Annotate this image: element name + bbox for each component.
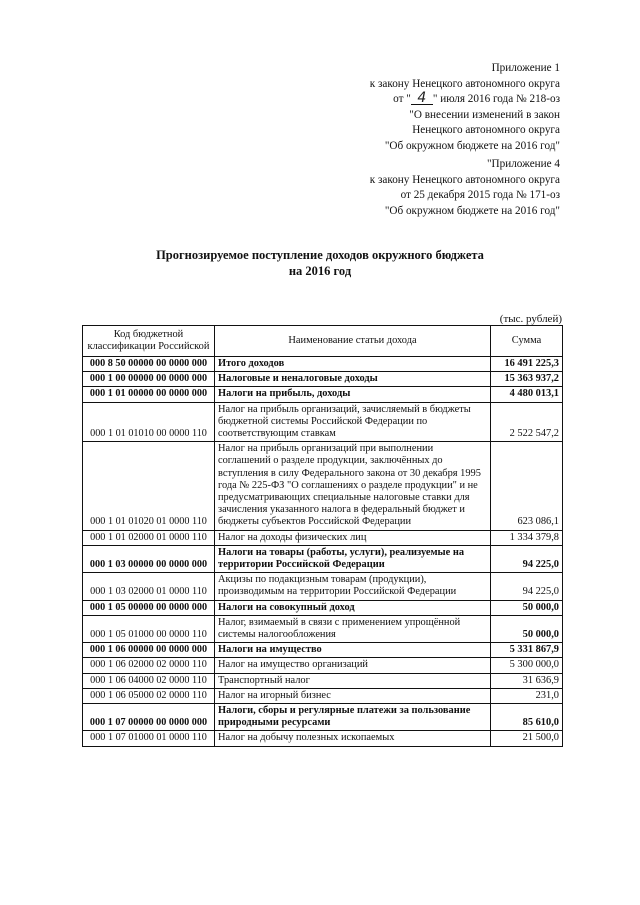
table-row <box>83 573 563 600</box>
row-code: 000 1 06 00000 00 0000 000 <box>83 643 215 658</box>
row-name: Налоги, сборы и регулярные платежи за пользование природными ресурсами <box>215 704 491 731</box>
row-name: Налог на доходы физических лиц <box>215 530 491 545</box>
row-code: 000 1 03 00000 00 0000 000 <box>83 545 215 572</box>
row-code: 000 1 06 02000 02 0000 110 <box>83 658 215 673</box>
appendix-1-number: Приложение 1 <box>491 62 560 74</box>
row-code: 000 1 06 04000 02 0000 110 <box>83 673 215 688</box>
row-name: Транспортный налог <box>215 673 491 688</box>
row-amount: 31 636,9 <box>491 673 563 688</box>
row-name: Акцизы по подакцизным товарам (продукции), производимым на территории Российской Федерации <box>215 573 491 600</box>
row-name: Налоги на товары (работы, услуги), реализуемые на территории Российской Федерации <box>215 545 491 572</box>
appendix-4-date: от 25 декабря 2015 года № 171-оз <box>400 189 560 201</box>
row-code: 000 1 07 00000 00 0000 000 <box>83 704 215 731</box>
table-row <box>83 442 563 530</box>
date-suffix: " июля 2016 года № 218-оз <box>432 93 560 105</box>
table-header-row <box>83 326 563 357</box>
header-amount: Сумма <box>491 326 563 357</box>
row-amount: 94 225,0 <box>491 545 563 572</box>
header-code: Код бюджетной классификации Российской <box>83 326 215 357</box>
table-row <box>83 643 563 658</box>
row-name: Итого доходов <box>215 357 491 372</box>
table-row <box>83 600 563 615</box>
row-name: Налог, взимаемый в связи с применением упрощённой системы налогообложения <box>215 615 491 642</box>
row-amount: 4 480 013,1 <box>491 387 563 402</box>
row-amount: 1 334 379,8 <box>491 530 563 545</box>
row-code: 000 1 06 05000 02 0000 110 <box>83 688 215 703</box>
units-label: (тыс. рублей) <box>499 313 562 325</box>
appendix-1-amend-title-3: "Об окружном бюджете на 2016 год" <box>384 139 560 152</box>
appendix-1-law-ref: к закону Ненецкого автономного округа <box>369 77 560 90</box>
row-code: 000 1 00 00000 00 0000 000 <box>83 372 215 387</box>
table-row <box>83 545 563 572</box>
table-row <box>83 731 563 746</box>
appendix-4-law-ref: к закону Ненецкого автономного округа <box>369 173 560 186</box>
appendix-1-amend-title-1: "О внесении изменений в закон <box>409 108 560 121</box>
row-code: 000 1 01 01020 01 0000 110 <box>83 442 215 530</box>
row-amount: 16 491 225,3 <box>491 357 563 372</box>
row-code: 000 1 01 01010 00 0000 110 <box>83 402 215 442</box>
row-code: 000 1 01 02000 01 0000 110 <box>83 530 215 545</box>
table-row <box>83 704 563 731</box>
row-name: Налоговые и неналоговые доходы <box>215 372 491 387</box>
row-amount: 50 000,0 <box>491 615 563 642</box>
revenue-table <box>82 325 563 747</box>
handwritten-day: 4 <box>411 92 433 105</box>
row-name: Налог на добычу полезных ископаемых <box>215 731 491 746</box>
row-amount: 5 300 000,0 <box>491 658 563 673</box>
table-row <box>83 530 563 545</box>
row-name: Налог на прибыль организаций, зачисляемый в бюджеты бюджетной системы Российской Федерации по соответствующим ставкам <box>215 402 491 442</box>
appendix-4-law-title: "Об окружном бюджете на 2016 год" <box>384 204 560 217</box>
row-amount: 94 225,0 <box>491 573 563 600</box>
row-amount: 623 086,1 <box>491 442 563 530</box>
row-name: Налоги на совокупный доход <box>215 600 491 615</box>
table-row <box>83 673 563 688</box>
appendix-4-header <box>370 157 560 219</box>
row-code: 000 8 50 00000 00 0000 000 <box>83 357 215 372</box>
document-title <box>0 247 640 279</box>
header-name: Наименование статьи дохода <box>215 326 491 357</box>
title-line-1: Прогнозируемое поступление доходов окружного бюджета <box>156 248 484 262</box>
table-row <box>83 688 563 703</box>
appendix-1-date <box>370 92 560 108</box>
table-row <box>83 615 563 642</box>
appendix-1-amend-title-2: Ненецкого автономного округа <box>412 124 560 136</box>
row-amount: 2 522 547,2 <box>491 402 563 442</box>
row-code: 000 1 05 01000 00 0000 110 <box>83 615 215 642</box>
row-name: Налог на прибыль организаций при выполнении соглашений о разделе продукции, заключённых до вступления в силу Федерального закона от 30 декабря 1995 года № 225-ФЗ "О соглашениях о разделе продукции" и не предусматривающих специальные налоговые ставки для зачисления указанного налога в федеральный бюджет и бюджеты субъектов Российской Федерации <box>215 442 491 530</box>
date-prefix: от " <box>393 93 411 105</box>
row-amount: 231,0 <box>491 688 563 703</box>
title-line-2: на 2016 год <box>288 264 352 278</box>
row-amount: 5 331 867,9 <box>491 643 563 658</box>
row-name: Налог на имущество организаций <box>215 658 491 673</box>
row-code: 000 1 05 00000 00 0000 000 <box>83 600 215 615</box>
row-code: 000 1 03 02000 01 0000 110 <box>83 573 215 600</box>
table-row <box>83 402 563 442</box>
table-row <box>83 658 563 673</box>
row-amount: 21 500,0 <box>491 731 563 746</box>
row-amount: 15 363 937,2 <box>491 372 563 387</box>
appendix-1-header <box>370 61 560 154</box>
table-row <box>83 372 563 387</box>
appendix-4-number: "Приложение 4 <box>486 158 560 170</box>
row-amount: 85 610,0 <box>491 704 563 731</box>
row-name: Налоги на имущество <box>215 643 491 658</box>
row-name: Налоги на прибыль, доходы <box>215 387 491 402</box>
row-code: 000 1 01 00000 00 0000 000 <box>83 387 215 402</box>
table-row <box>83 387 563 402</box>
table-row <box>83 357 563 372</box>
row-code: 000 1 07 01000 01 0000 110 <box>83 731 215 746</box>
row-amount: 50 000,0 <box>491 600 563 615</box>
row-name: Налог на игорный бизнес <box>215 688 491 703</box>
